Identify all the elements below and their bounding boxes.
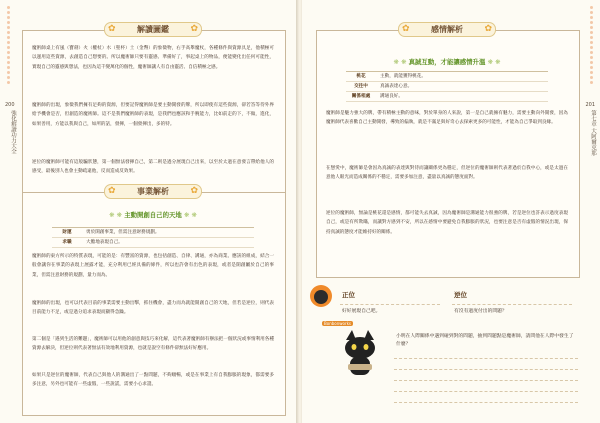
reversed-text: 有沒有過度付出的問題？ xyxy=(454,309,507,314)
interpretation-paragraph-3: 逆位的魔術師可能有這般騙狀態，第一個無法發揮自己，第二則是過分展現自己出來，以至於太過在意發言帶給他人的感受，最後別人也會主動疏遠他，反而造成反效果。 xyxy=(32,160,274,175)
divider xyxy=(340,304,440,305)
divider xyxy=(452,304,572,305)
side-running-title: 第七章 大阿爾克那 xyxy=(590,110,596,156)
right-page xyxy=(302,0,600,423)
side-running-title: 強化解讀功力大全 xyxy=(10,110,16,154)
love-row-dating: 交往中 真誠表達心意。 xyxy=(346,82,548,92)
answer-line xyxy=(394,402,578,403)
career-paragraph-4: 如果只是逆位的魔術師，代表自己與他人的溝通出了一點問題，不夠順暢，或是在事業上有自我膨脹的現象，都需要多多注意，另外也可能有一些虛假，一些說謊，需要小心求證。 xyxy=(32,373,274,388)
career-paragraph-2: 魔術師的出現，也可以代表目前的事業需要主動出擊，抓住機會，盡力而為就能開創自己的天地，但若是逆位，則代表目前能力不足，或是過分追求表現而顯得急躁。 xyxy=(32,301,274,316)
career-title: ✿ 事業解析 ✿ xyxy=(104,184,202,199)
love-paragraph-2: 在戀愛中，魔術師是會因為真誠的表達與對待而讓關係更為穩定，但逆位的魔術師則代表著過於自我中心，或是太過在意他人眼光而造成關係的不穩定，需要多加注意，盡量以真誠的態度面對。 xyxy=(326,166,568,181)
black-cat-icon xyxy=(340,330,380,380)
answer-line xyxy=(394,369,578,370)
love-paragraph-3: 逆位的魔術師，無論是桃花還是感情，都可能失去真誠，因為魔術師是溝通能力很強的牌，若是逆位也許表示過度表現自己，或是有所欺瞞，而讓對方感到不安，所以在感情中要避免自我膨脹的狀況，也要注意是否有虛假的情況出現，保持真誠的態度才能維持好的關係。 xyxy=(326,211,568,235)
flower-icon: ✿ xyxy=(484,24,492,34)
answer-line xyxy=(394,380,578,381)
love-paragraph-1: 魔術師是魅力強大的牌，帶有積極主動的意味，對於單身的人來說，第一是自己就擁有魅力，需要主動向外開發，因為魔術師代表喜歡自己主動開發，導致的偏執，就是不滿足與好奇心去探索更多的可能性，才能為自己爭取到良緣。 xyxy=(326,111,568,126)
flower-icon: ✿ xyxy=(108,24,116,34)
love-table xyxy=(346,71,548,102)
flower-icon: ✿ xyxy=(402,24,410,34)
upright-text: 好好展現自己吧。 xyxy=(342,309,381,314)
page-number: 201 xyxy=(585,102,595,108)
career-row-job: 求職 大膽地表現自己。 xyxy=(52,238,254,248)
dot-border-decoration xyxy=(6,6,11,106)
page-number: 200 xyxy=(5,102,15,108)
love-row-romance: 桃花 主動，就能獲得桃花。 xyxy=(346,72,548,82)
flower-icon: ✿ xyxy=(108,186,116,196)
flower-icon: ✿ xyxy=(190,186,198,196)
left-page xyxy=(0,0,298,423)
bonbonworks-tag: Bonbonworks xyxy=(324,321,352,326)
dot-border-decoration xyxy=(589,6,594,106)
interpretation-title: ✿ 解讀圖鑑 ✿ xyxy=(104,22,202,37)
answer-line xyxy=(394,391,578,392)
career-table xyxy=(52,227,254,248)
love-row-relationship: 關係相處 溝通良好。 xyxy=(346,92,548,102)
career-subtitle: ❋ ❋ 主動開創自己的天地 ❋ ❋ xyxy=(109,211,197,219)
career-paragraph-1: 魔術師的東方所示的特質表現，可能的是：有豐富的資源，也包括創造、自律、溝通，亦為商業、應該的組成，結合一般會讓你在事業的表現上展露才能，充分利用已經具備的條件，所以也許會有出色的表現，或者是開創屬於自己的事業，但需注意財務的規劃，量力而為。 xyxy=(32,254,274,278)
cat-face-icon xyxy=(314,290,328,304)
love-subtitle: ❋ ❋ 真誠互動，才能讓感情升溫 ❋ ❋ xyxy=(393,58,501,66)
cat-note-text: 小明在人際關係中遇到碰到對的問題，抽到問題點是魔術師，請問他在人際中發生了什麼？ xyxy=(396,334,574,347)
reversed-label: 逆位 xyxy=(454,291,467,299)
career-paragraph-3: 第二個是「遇到生活的難題」，魔術師可以用他的創意與技巧來化解，這代表著魔術師有辦法把一個狀況或事情利用各種資源去解決，但逆位則代表著無法有效地利用資源，也就是說空有條件卻無法好好應用。 xyxy=(32,337,274,352)
answer-line xyxy=(394,358,578,359)
upright-label: 正位 xyxy=(342,291,355,299)
love-box xyxy=(316,30,580,278)
career-row-finance: 財運 勇於開創事業，但需注意財務規劃。 xyxy=(52,228,254,238)
flower-icon: ✿ xyxy=(190,24,198,34)
interpretation-paragraph-1: 魔術師桌上有風（寶劍）火（權杖）水（聖杯）土（金幣）的象徵物，右手高舉魔杖，各種條件與資源具足，他積極可以運用這些資源，去創造自己想要的。所以魔術師只要有靈感、準備好了，事起桌上的物品，便能變化出任何可能性，實現自己的靈感與想法，也因為這千變萬化的個性，魔術師讓人有自由靈活、自信積極之感。 xyxy=(32,46,274,70)
love-title: ✿ 感情解析 ✿ xyxy=(398,22,496,37)
interpretation-paragraph-2: 魔術師的出現，象徵我們擁有足夠的資源，但要記得魔術師是要主動開發的牌，所以即使有這些資源，卻若答等待外界給予機會是否，但創造的魔術師。這不是我們魔術師的表現，是我們也應該和手腕能力，比如前走的下，不做，進化，如果善用，方能以我與自己，如所的話，發揮，一個發揮出，多的特。 xyxy=(32,103,274,127)
